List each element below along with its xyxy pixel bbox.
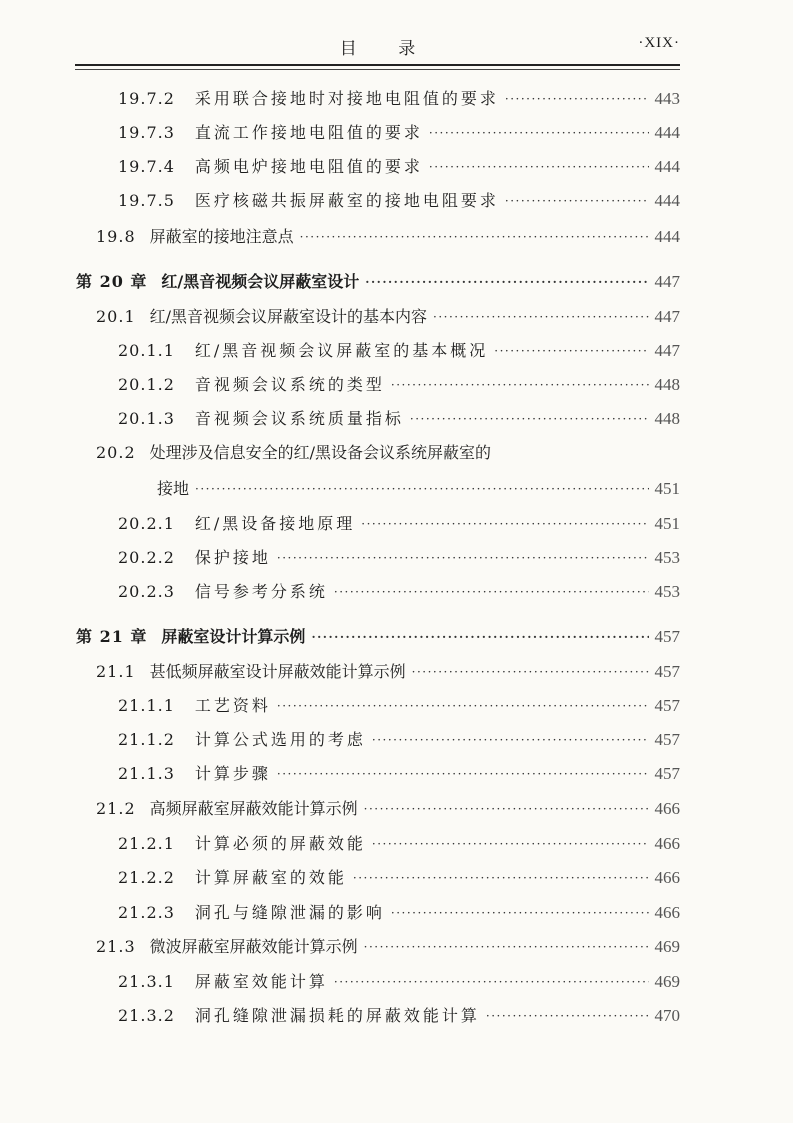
entry-page: 453 xyxy=(654,582,680,601)
entry-page: 457 xyxy=(654,764,680,783)
entry-number: 19.7.5 xyxy=(118,191,175,210)
entry-page: 444 xyxy=(654,227,680,246)
entry-page: 457 xyxy=(654,696,680,715)
dot-leader xyxy=(433,300,648,334)
entry-title: 计算屏蔽室的效能 xyxy=(194,868,347,887)
entry-number: 20.2.2 xyxy=(118,548,175,567)
entry-page: 470 xyxy=(654,1006,680,1025)
entry-number: 21.1.3 xyxy=(118,764,175,783)
entry-page: 447 xyxy=(654,272,680,291)
toc-entry-first-line[interactable] xyxy=(96,436,680,470)
dot-leader xyxy=(429,116,649,150)
entry-title: 音视频会议系统的类型 xyxy=(194,375,385,394)
entry-title: 信号参考分系统 xyxy=(194,582,328,601)
entry-number: 20.1.2 xyxy=(118,375,175,394)
toc-entry[interactable] xyxy=(118,541,680,575)
chapter-number: 第 20 章 xyxy=(76,272,148,291)
entry-page: 447 xyxy=(654,307,680,326)
chapter-title: 红/黑音视频会议屏蔽室设计 xyxy=(161,272,360,291)
entry-number: 21.2 xyxy=(96,799,136,818)
entry-title: 音视频会议系统质量指标 xyxy=(194,409,404,428)
dot-leader xyxy=(364,792,649,826)
toc-entry[interactable] xyxy=(118,368,680,402)
entry-page: 466 xyxy=(654,834,680,853)
dot-leader xyxy=(361,507,648,541)
entry-page: 457 xyxy=(654,730,680,749)
entry-number: 21.2.1 xyxy=(118,834,175,853)
toc-entry[interactable] xyxy=(118,116,680,150)
toc-entry[interactable] xyxy=(118,861,680,895)
toc-entry[interactable] xyxy=(118,689,680,723)
dot-leader xyxy=(277,757,649,791)
entry-page: 444 xyxy=(654,191,680,210)
toc-entry[interactable] xyxy=(96,930,680,964)
entry-number: 20.1.3 xyxy=(118,409,175,428)
toc-entry[interactable] xyxy=(118,150,680,184)
toc-entry[interactable] xyxy=(96,655,680,689)
entry-title: 洞孔与缝隙泄漏的影响 xyxy=(194,903,385,922)
entry-title: 保护接地 xyxy=(194,548,271,567)
toc-entry[interactable] xyxy=(118,184,680,218)
entry-title: 直流工作接地电阻值的要求 xyxy=(194,123,423,142)
entry-page: 457 xyxy=(654,627,680,646)
entry-number: 21.3.2 xyxy=(118,1006,175,1025)
dot-leader xyxy=(311,620,648,654)
entry-title: 红/黑音视频会议屏蔽室设计的基本内容 xyxy=(149,307,428,326)
toc-entry[interactable] xyxy=(118,507,680,541)
entry-page: 448 xyxy=(654,375,680,394)
toc-entry[interactable] xyxy=(118,402,680,436)
entry-page: 466 xyxy=(654,903,680,922)
toc-entry[interactable] xyxy=(118,757,680,791)
toc-entry[interactable] xyxy=(118,999,680,1033)
dot-leader xyxy=(391,896,649,930)
entry-title: 洞孔缝隙泄漏损耗的屏蔽效能计算 xyxy=(194,1006,480,1025)
entry-page: 451 xyxy=(654,479,680,498)
toc-entry[interactable] xyxy=(96,300,680,334)
dot-leader xyxy=(429,150,649,184)
dot-leader xyxy=(195,472,648,506)
entry-page: 443 xyxy=(654,89,680,108)
toc-entry[interactable] xyxy=(96,220,680,254)
entry-title: 工艺资料 xyxy=(194,696,271,715)
dot-leader xyxy=(412,655,649,689)
entry-title: 高频电炉接地电阻值的要求 xyxy=(194,157,423,176)
entry-page: 453 xyxy=(654,548,680,567)
toc-entry[interactable] xyxy=(96,792,680,826)
dot-leader xyxy=(486,999,649,1033)
dot-leader xyxy=(365,265,648,299)
entry-number: 21.1.2 xyxy=(118,730,175,749)
entry-number: 21.3.1 xyxy=(118,972,175,991)
entry-number: 20.1 xyxy=(96,307,136,326)
entry-title: 屏蔽室的接地注意点 xyxy=(149,227,294,246)
entry-page: 451 xyxy=(654,514,680,533)
dot-leader xyxy=(334,575,649,609)
entry-page: 469 xyxy=(654,937,680,956)
entry-title: 微波屏蔽室屏蔽效能计算示例 xyxy=(149,937,358,956)
chapter-number: 第 21 章 xyxy=(76,627,148,646)
entry-number: 19.7.4 xyxy=(118,157,175,176)
entry-number: 20.2 xyxy=(96,443,136,462)
entry-page: 447 xyxy=(654,341,680,360)
dot-leader xyxy=(494,334,648,368)
chapter-title: 屏蔽室设计计算示例 xyxy=(161,627,306,646)
entry-title: 处理涉及信息安全的红/黑设备会议系统屏蔽室的 xyxy=(149,443,492,462)
entry-number: 21.1 xyxy=(96,662,136,681)
dot-leader xyxy=(372,723,649,757)
toc-entry[interactable] xyxy=(118,82,680,116)
entry-page: 444 xyxy=(654,157,680,176)
entry-title: 红/黑设备接地原理 xyxy=(194,514,356,533)
entry-page: 469 xyxy=(654,972,680,991)
dot-leader xyxy=(364,930,649,964)
entry-number: 19.7.3 xyxy=(118,123,175,142)
toc-entry[interactable] xyxy=(118,827,680,861)
toc-entry[interactable] xyxy=(118,723,680,757)
entry-number: 19.8 xyxy=(96,227,136,246)
entry-title: 甚低频屏蔽室设计屏蔽效能计算示例 xyxy=(149,662,406,681)
dot-leader xyxy=(353,861,649,895)
entry-title: 高频屏蔽室屏蔽效能计算示例 xyxy=(149,799,358,818)
entry-title: 计算公式选用的考虑 xyxy=(194,730,366,749)
toc-entry[interactable] xyxy=(118,896,680,930)
entry-page: 466 xyxy=(654,799,680,818)
header-page-number: ·XIX· xyxy=(638,35,680,51)
entry-page: 457 xyxy=(654,662,680,681)
entry-number: 21.1.1 xyxy=(118,696,175,715)
header-title: 目 录 xyxy=(339,39,434,59)
dot-leader xyxy=(410,402,649,436)
dot-leader xyxy=(300,220,649,254)
dot-leader xyxy=(372,827,649,861)
dot-leader xyxy=(277,689,649,723)
entry-title: 采用联合接地时对接地电阻值的要求 xyxy=(194,89,499,108)
toc-entry-continuation[interactable] xyxy=(157,472,680,506)
entry-number: 19.7.2 xyxy=(118,89,175,108)
dot-leader xyxy=(505,184,649,218)
toc-entry[interactable] xyxy=(118,965,680,999)
entry-number: 20.1.1 xyxy=(118,341,175,360)
toc-entry[interactable] xyxy=(118,575,680,609)
entry-page: 448 xyxy=(654,409,680,428)
entry-title: 医疗核磁共振屏蔽室的接地电阻要求 xyxy=(194,191,499,210)
dot-leader xyxy=(334,965,649,999)
entry-page: 444 xyxy=(654,123,680,142)
toc-chapter-entry[interactable] xyxy=(76,620,680,654)
entry-page: 466 xyxy=(654,868,680,887)
entry-number: 21.2.2 xyxy=(118,868,175,887)
entry-number: 21.2.3 xyxy=(118,903,175,922)
dot-leader xyxy=(277,541,649,575)
entry-title: 屏蔽室效能计算 xyxy=(194,972,328,991)
entry-number: 20.2.3 xyxy=(118,582,175,601)
entry-number: 21.3 xyxy=(96,937,136,956)
dot-leader xyxy=(505,82,649,116)
entry-number: 20.2.1 xyxy=(118,514,175,533)
entry-title: 计算步骤 xyxy=(194,764,271,783)
toc-chapter-entry[interactable] xyxy=(76,265,680,299)
toc-entry[interactable] xyxy=(118,334,680,368)
entry-title-continuation: 接地 xyxy=(157,479,190,498)
dot-leader xyxy=(391,368,649,402)
entry-title: 计算必须的屏蔽效能 xyxy=(194,834,366,853)
entry-title: 红/黑音视频会议屏蔽室的基本概况 xyxy=(194,341,489,360)
